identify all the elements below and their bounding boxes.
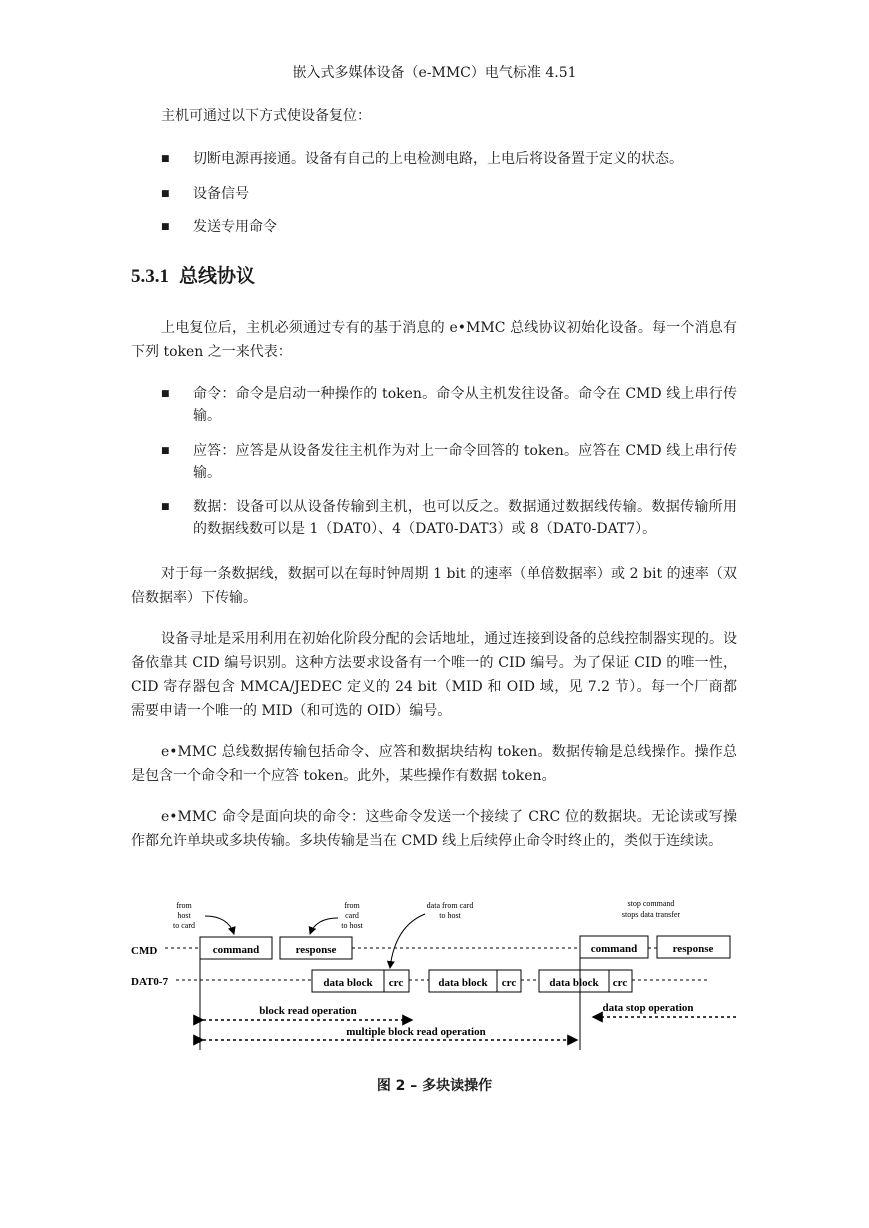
data-block — [539, 970, 632, 992]
multi-block-read-diagram — [0, 890, 869, 1060]
svg-text:data block: data block — [549, 977, 599, 989]
section-heading — [131, 261, 255, 288]
section-title: 总线协议 — [179, 265, 256, 287]
svg-text:data from card: data from card — [426, 901, 474, 910]
svg-text:command: command — [212, 944, 260, 956]
svg-text:stop command: stop command — [627, 899, 675, 908]
list-item: ■ 发送专用命令 — [161, 216, 737, 238]
bullet-icon: ■ — [161, 389, 170, 399]
bullet-icon: ■ — [161, 502, 170, 512]
cmd-signal-label: CMD — [131, 945, 158, 957]
svg-text:card: card — [345, 911, 359, 920]
svg-text:multiple block read operation: multiple block read operation — [346, 1026, 486, 1038]
bullet-icon: ■ — [161, 446, 170, 456]
paragraph: e•MMC 命令是面向块的命令：这些命令发送一个接续了 CRC 位的数据块。无论读或写操作都允许单块或多块传输。多块传输是当在 CMD 线上后续停止命令时终止的，类似于连续读。 — [131, 809, 737, 849]
svg-text:data block: data block — [323, 977, 373, 989]
svg-text:crc: crc — [612, 977, 628, 989]
stop-response-box — [657, 936, 730, 958]
data-block — [312, 970, 409, 992]
page-header: 嵌入式多媒体设备（e-MMC）电气标准 4.51 — [292, 65, 577, 81]
svg-text:response: response — [672, 943, 714, 955]
intro-paragraph: 主机可通过以下方式使设备复位： — [161, 108, 371, 124]
bullet-icon: ■ — [161, 189, 170, 199]
svg-text:crc: crc — [388, 977, 404, 989]
note-card-to-host — [341, 901, 363, 930]
svg-text:from: from — [344, 901, 360, 910]
command-box — [200, 937, 272, 959]
svg-text:to host: to host — [341, 921, 363, 930]
svg-text:to host: to host — [439, 911, 461, 920]
multiple-block-read-span — [203, 1026, 577, 1040]
list-item: ■ 切断电源再接通。设备有自己的上电检测电路，上电后将设备置于定义的状态。 — [161, 148, 737, 170]
svg-text:host: host — [177, 911, 191, 920]
svg-text:block read operation: block read operation — [259, 1005, 357, 1017]
paragraph: 对于每一条数据线，数据可以在每时钟周期 1 bit 的速率（单倍数据率）或 2 bit 的速率（双倍数据率）下传输。 — [131, 566, 737, 606]
svg-text:response: response — [295, 944, 337, 956]
list-item: ■ 数据：设备可以从设备传输到主机，也可以反之。数据通过数据线传输。数据传输所用的数据线数可以是 1（DAT0）、4（DAT0-DAT3）或 8（DAT0-DAT7）。 — [161, 496, 737, 540]
data-stop-span — [593, 1002, 736, 1017]
svg-text:stops data transfer: stops data transfer — [621, 910, 681, 919]
note-data-from-card — [427, 901, 474, 920]
svg-text:from: from — [176, 901, 192, 910]
dat-signal-label: DAT0-7 — [131, 976, 169, 988]
svg-text:data block: data block — [438, 977, 488, 989]
list-item: ■ 命令：命令是启动一种操作的 token。命令从主机发往设备。命令在 CMD 线上串行传输。 — [161, 383, 737, 427]
note-stop-command — [622, 899, 681, 919]
bullet-icon: ■ — [161, 222, 170, 232]
svg-text:data stop operation: data stop operation — [602, 1002, 694, 1014]
svg-text:to card: to card — [173, 921, 195, 930]
stop-command-box — [580, 936, 648, 958]
data-block — [429, 970, 521, 992]
note-host-to-card — [173, 901, 195, 930]
paragraph: 设备寻址是采用利用在初始化阶段分配的会话地址，通过连接到设备的总线控制器实现的。设备依靠其 CID 编号识别。这种方法要求设备有一个唯一的 CID 编号。为了保证 CID 的唯一性，CID 寄存器包含 MMCA/JEDEC 定义的 24 bit（MID 和 OID 域，见 7.2 节）。每一个厂商都需要申请一个唯一的 MID（和可选的 OID）编号。 — [131, 631, 737, 719]
block-read-span — [203, 1005, 412, 1020]
list-item: ■ 设备信号 — [161, 183, 737, 205]
response-box — [280, 937, 352, 959]
svg-text:crc: crc — [501, 977, 517, 989]
svg-text:command: command — [590, 943, 638, 955]
section-number: 5.3.1 — [131, 266, 169, 287]
paragraph: e•MMC 总线数据传输包括命令、应答和数据块结构 token。数据传输是总线操作。操作总是包含一个命令和一个应答 token。此外，某些操作有数据 token。 — [131, 744, 737, 784]
paragraph: 上电复位后，主机必须通过专有的基于消息的 e•MMC 总线协议初始化设备。每一个消息有下列 token 之一来代表： — [131, 320, 737, 360]
list-item: ■ 应答：应答是从设备发往主机作为对上一命令回答的 token。应答在 CMD 线上串行传输。 — [161, 440, 737, 484]
bullet-icon: ■ — [161, 154, 170, 164]
figure-caption: 图 2 – 多块读操作 — [376, 1078, 493, 1094]
